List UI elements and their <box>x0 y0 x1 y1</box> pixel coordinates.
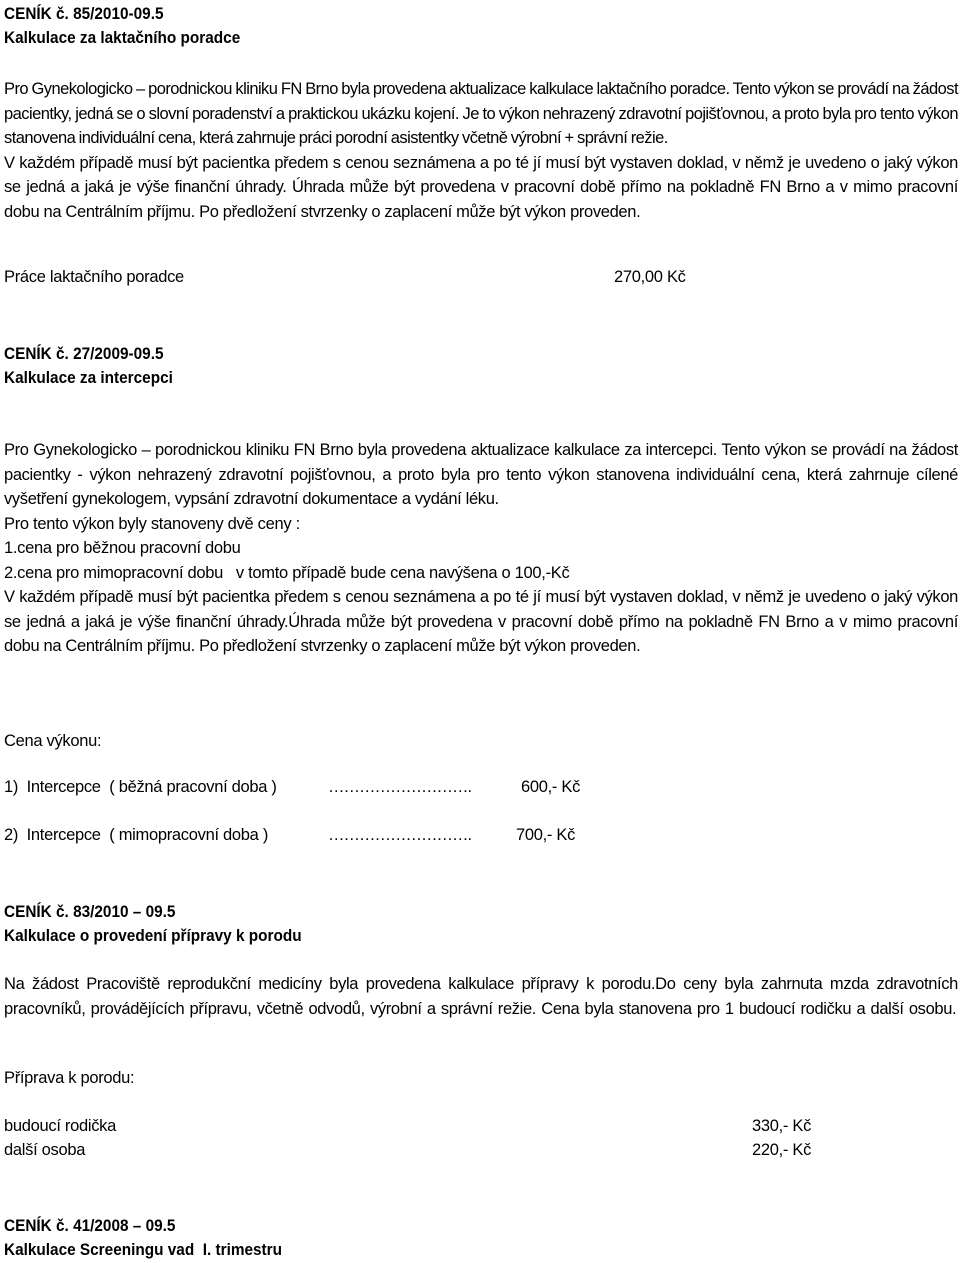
section-body <box>4 438 958 659</box>
price-item-value: 700,- Kč <box>516 826 576 844</box>
section-priprava-k-porodu <box>4 900 958 948</box>
section-laktacni-poradce <box>4 2 958 50</box>
price-item-label: 1) Intercepce ( běžná pracovní doba ) <box>4 778 277 796</box>
price-item-value: 330,- Kč <box>752 1117 812 1135</box>
section-screening <box>4 1214 958 1262</box>
price-heading: Cena výkonu: <box>4 732 102 750</box>
price-item-dots: ………………………. <box>328 778 472 796</box>
section-body <box>4 972 958 1021</box>
text-line: Pro tento výkon byly stanoveny dvě ceny : <box>4 514 300 533</box>
section-title: CENÍK č. 27/2009-09.5 <box>4 345 164 363</box>
price-item <box>4 778 958 803</box>
list-heading-row <box>4 1069 958 1094</box>
price-item-value: 220,- Kč <box>752 1141 812 1159</box>
section-title: CENÍK č. 41/2008 – 09.5 <box>4 1217 176 1235</box>
section-body <box>4 77 958 224</box>
section-subtitle: Kalkulace za laktačního poradce <box>4 29 241 47</box>
price-heading-row <box>4 732 958 757</box>
price-value: 270,00 Kč <box>614 268 686 286</box>
paragraph: Na žádost Pracoviště reprodukční medicíny byla provedena kalkulace přípravy k porodu.Do ceny byla zahrnuta mzda zdravotních pracovníků, provádějících přípravu, včetně odvodů, výrobní a správní režie. Cena byla stanovena pro 1 budoucí rodičku a další osobu. <box>4 975 958 1018</box>
price-item <box>4 826 958 851</box>
price-item-dots: ………………………. <box>328 826 472 844</box>
price-label: Práce laktačního poradce <box>4 268 184 286</box>
section-subtitle: Kalkulace za intercepci <box>4 369 173 387</box>
section-title: CENÍK č. 85/2010-09.5 <box>4 5 164 23</box>
text-line: 1.cena pro běžnou pracovní dobu <box>4 539 241 557</box>
section-subtitle: Kalkulace Screeningu vad I. trimestru <box>4 1241 283 1259</box>
paragraph: V každém případě musí být pacientka předem s cenou seznámena a po té jí musí být vystaven doklad, v němž je uvedeno o jaký výkon se jedná a jaká je výše finanční úhrady.Úhrada může být provedena v pracovní době přímo na pokladně FN Brno a v mimo pracovní dobu na Centrálním příjmu. Po předložení stvrzenky o zaplacení může být výkon proveden. <box>4 588 958 655</box>
paragraph: Pro Gynekologicko – porodnickou kliniku FN Brno byla provedena aktualizace kalkulace za intercepci. Tento výkon se provádí na žádost pacientky - výkon nehrazený zdravotní pojišťovnou, a proto byla pro tento výkon stanovena individuální cena, která zahrnuje cílené vyšetření gynekologem, vypsání zdravotní dokumentace a vydání léku. <box>4 441 958 508</box>
section-subtitle: Kalkulace o provedení přípravy k porodu <box>4 927 302 945</box>
paragraph: Pro Gynekologicko – porodnickou kliniku FN Brno byla provedena aktualizace kalkulace laktačního poradce. Tento výkon se provádí na žádost pacientky, jedná se o slovní poradenství a praktickou ukázku kojení. Je to výkon nehrazený zdravotní pojišťovnou, a proto byla pro tento výkon stanovena individuální cena, která zahrnuje práci porodní asistentky včetně výrobní + správní režie. <box>4 80 958 147</box>
price-item-label: další osoba <box>4 1141 86 1159</box>
price-item <box>4 1117 958 1142</box>
paragraph: V každém případě musí být pacientka předem s cenou seznámena a po té jí musí být vystaven doklad, v němž je uvedeno o jaký výkon se jedná a jaká je výše finanční úhrady. Úhrada může být provedena v pracovní době přímo na pokladně FN Brno a v mimo pracovní dobu na Centrálním příjmu. Po předložení stvrzenky o zaplacení může být výkon proveden. <box>4 153 958 221</box>
price-item <box>4 1141 958 1166</box>
section-title: CENÍK č. 83/2010 – 09.5 <box>4 903 176 921</box>
price-item-label: 2) Intercepce ( mimopracovní doba ) <box>4 826 269 844</box>
price-row <box>4 268 958 293</box>
price-item-label: budoucí rodička <box>4 1117 116 1135</box>
list-heading: Příprava k porodu: <box>4 1069 135 1087</box>
price-item-value: 600,- Kč <box>521 778 581 796</box>
section-intercepce <box>4 342 958 390</box>
text-line: 2.cena pro mimopracovní dobu v tomto případě bude cena navýšena o 100,-Kč <box>4 563 570 582</box>
